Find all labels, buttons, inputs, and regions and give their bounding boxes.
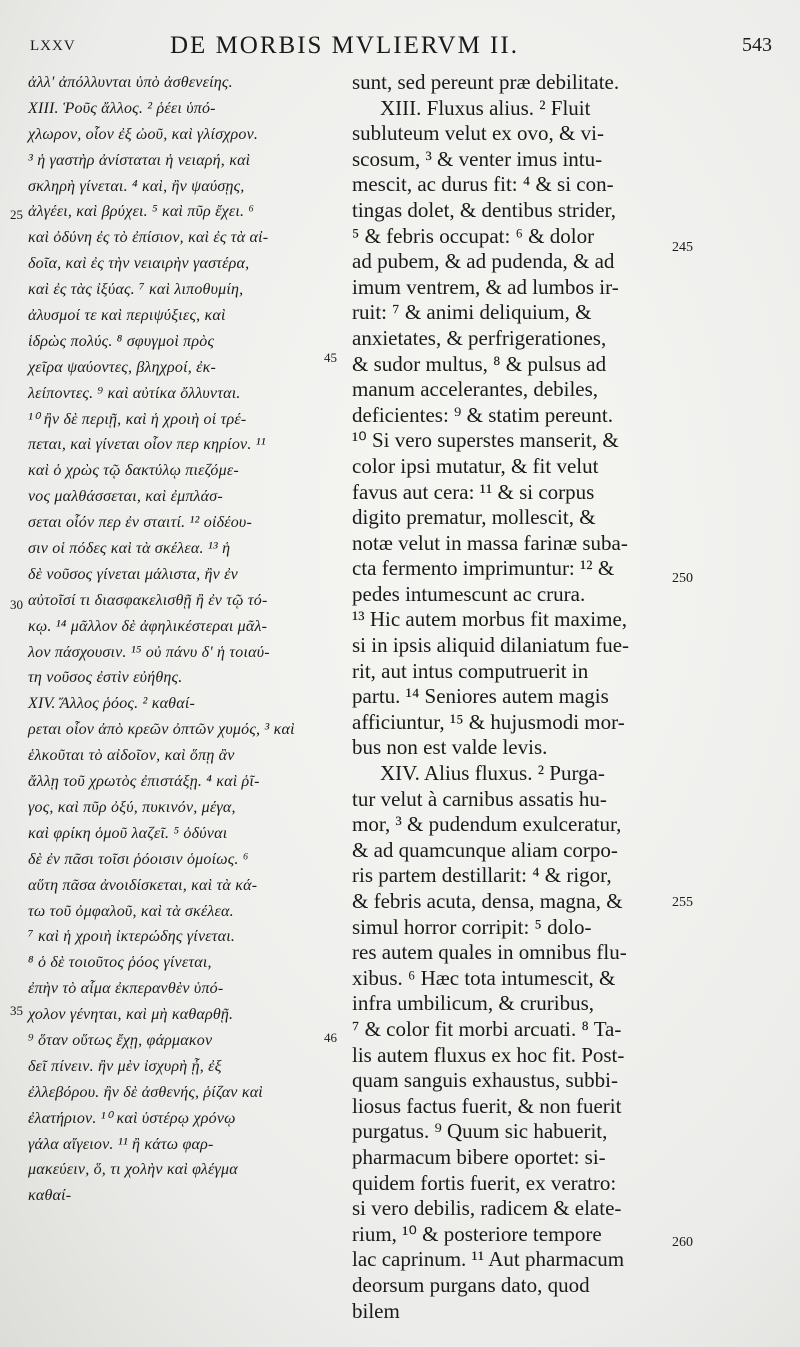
page-number: 543 <box>742 34 772 56</box>
latin-text-line: afficiuntur, ¹⁵ & hujusmodi mor- <box>352 709 625 734</box>
latin-text-line: res autem quales in omnibus flu- <box>352 940 627 965</box>
latin-text-line: xibus. ⁶ Hæc tota intumescit, & <box>352 965 616 990</box>
latin-text-line: & ad quamcunque aliam corpo- <box>352 837 618 862</box>
latin-text-line: si vero debilis, radicem & elate- <box>352 1196 622 1221</box>
line-number: 260 <box>672 1235 693 1250</box>
greek-text-line: ἐλατήριον. ¹⁰ καὶ ὑστέρῳ χρόνῳ <box>28 1109 236 1127</box>
greek-column <box>28 70 348 1209</box>
latin-text-line: XIV. Alius fluxus. ² Purga- <box>380 761 605 786</box>
greek-text-line: τω τοῦ ὀμφαλοῦ, καὶ τὰ σκέλεα. <box>28 902 234 920</box>
latin-text-line: infra umbilicum, & cruribus, <box>352 991 595 1016</box>
latin-text-line: anxietates, & perfrigerationes, <box>352 325 607 350</box>
latin-text-line: si in ipsis aliquid dilaniatum fue- <box>352 633 630 658</box>
greek-text-line: ἑλκοῦται τὸ αἰδοῖον, καὶ ὅπῃ ἂν <box>28 747 235 765</box>
greek-text-line: ἄλλῃ τοῦ χρωτὸς ἐπιστάξῃ. ⁴ καὶ ῥῖ- <box>28 773 260 791</box>
greek-text-line: καὶ φρίκη ὁμοῦ λαζεῖ. ⁵ ὀδύναι <box>28 824 228 842</box>
greek-text-line: δὲ νοῦσος γίνεται μάλιστα, ἢν ἐν <box>28 565 238 583</box>
latin-text-line: ad pubem, & ad pudenda, & ad <box>352 249 615 274</box>
latin-text-line: purgatus. ⁹ Quum sic habuerit, <box>352 1119 608 1144</box>
latin-text-line: & sudor multus, ⁸ & pulsus ad <box>352 351 607 376</box>
greek-text-line: σιν οἱ πόδες καὶ τὰ σκέλεα. ¹³ ἡ <box>28 540 231 558</box>
latin-text-line: quam sanguis exhaustus, subbi- <box>352 1068 618 1093</box>
latin-text-line: simul horror corripit: ⁵ dolo- <box>352 914 592 939</box>
latin-text-line: ris partem destillarit: ⁴ & rigor, <box>352 863 612 888</box>
section-number: LXXV <box>30 38 76 54</box>
latin-text-line: lis autem fluxus ex hoc fit. Post- <box>352 1042 625 1067</box>
greek-text-line: χολον γένηται, καὶ μὴ καθαρθῇ. <box>28 1006 234 1024</box>
greek-text-line: ⁸ ὁ δὲ τοιοῦτος ῥόος γίνεται, <box>28 954 212 972</box>
greek-text-line: ἱδρὼς πολύς. ⁸ σφυγμοὶ πρὸς <box>28 332 215 350</box>
greek-text-line: ³ ἡ γαστὴρ ἀνίσταται ἡ νειαρή, καὶ <box>28 151 251 169</box>
greek-text-line: δὲ ἐν πᾶσι τοῖσι ῥόοισιν ὁμοίως. ⁶ <box>28 850 249 868</box>
latin-text-line: pedes intumescunt ac crura. <box>352 581 586 606</box>
greek-text-line: πεται, καὶ γίνεται οἷον περ κηρίον. ¹¹ <box>28 436 266 454</box>
line-number: 45 <box>324 350 337 365</box>
greek-text-line: καὶ ἐς τὰς ἰξύας. ⁷ καὶ λιποθυμίη, <box>28 281 244 299</box>
line-number: 25 <box>10 207 23 222</box>
greek-text-line: γος, καὶ πῦρ ὀξύ, πυκινόν, μέγα, <box>28 798 236 816</box>
line-number: 30 <box>10 597 23 612</box>
latin-text-line: ¹⁰ Si vero superstes manserit, & <box>352 428 619 453</box>
latin-text-line: mescit, ac durus fit: ⁴ & si con- <box>352 172 614 197</box>
greek-text-line: ἀλυσμοί τε καὶ περιψύξιες, καὶ <box>28 307 226 325</box>
greek-text-line: σεται οἷόν περ ἐν σταιτί. ¹² οἰδέου- <box>28 514 253 532</box>
latin-text-line: mor, ³ & pudendum exulceratur, <box>352 812 622 837</box>
greek-text-line: γάλα αἴγειον. ¹¹ ἢ κάτω φαρ- <box>28 1135 214 1153</box>
latin-text-line: sunt, sed pereunt præ debilitate. <box>352 70 620 94</box>
greek-text-line: χεῖρα ψαύοντες, βληχροί, ἐκ- <box>28 358 217 376</box>
greek-text-line: ἐλλεβόρου. ἢν δὲ ἀσθενής, ῥίζαν καὶ <box>28 1083 263 1101</box>
latin-text-line: & febris acuta, densa, magna, & <box>352 889 623 913</box>
line-number: 250 <box>672 571 693 586</box>
greek-text-line: δεῖ πίνειν. ἢν μὲν ἰσχυρὴ ᾖ, ἐξ <box>28 1057 222 1075</box>
greek-text-line: μακεύειν, ὅ, τι χολὴν καὶ φλέγμα <box>28 1161 238 1179</box>
latin-text-line: lac caprinum. ¹¹ Aut pharmacum <box>352 1247 625 1272</box>
latin-text-line: ruit: ⁷ & animi deliquium, & <box>352 300 592 325</box>
greek-text-line: καὶ ὀδύνη ἐς τὸ ἐπίσιον, καὶ ἐς τὰ αἰ- <box>28 229 269 247</box>
latin-text-line: deorsum purgans dato, quod <box>352 1272 590 1297</box>
greek-text-line: XIV. Ἄλλος ῥόος. ² καθαί- <box>28 695 196 713</box>
greek-text-line: XIII. Ῥοῦς ἄλλος. ² ῥέει ὑπό- <box>28 99 216 117</box>
greek-text-line: σκληρὴ γίνεται. ⁴ καὶ, ἢν ψαύσῃς, <box>28 177 245 195</box>
greek-text-line: καὶ ὁ χρὼς τῷ δακτύλῳ πιεζόμε- <box>28 462 239 480</box>
greek-text-line: ἀλλ' ἀπόλλυνται ὑπὸ ἀσθενείης. <box>28 74 233 91</box>
greek-text-line: αὐτοῖσί τι διασφακελισθῇ ἢ ἐν τῷ τό- <box>28 591 268 609</box>
running-header <box>30 28 780 64</box>
greek-text-line: ἀλγέει, καὶ βρύχει. ⁵ καὶ πῦρ ἔχει. ⁶ <box>28 203 255 221</box>
greek-text-line: κῳ. ¹⁴ μᾶλλον δὲ ἀφηλικέστεραι μᾶλ- <box>28 617 268 635</box>
latin-text-line: imum ventrem, & ad lumbos ir- <box>352 274 619 299</box>
greek-text-line: τη νοῦσος ἐστὶν εὐήθης. <box>28 669 183 687</box>
latin-text-line: tur velut à carnibus assatis hu- <box>352 786 607 811</box>
greek-text-line: καθαί- <box>28 1187 72 1205</box>
latin-text-line: pharmacum bibere oportet: si- <box>352 1144 606 1169</box>
latin-text-line: XIII. Fluxus alius. ² Fluit <box>380 95 591 120</box>
latin-column <box>352 70 682 1324</box>
latin-text-line: ⁵ & febris occupat: ⁶ & dolor <box>352 223 595 248</box>
latin-text-line: quidem fortis fuerit, ex veratro: <box>352 1170 617 1195</box>
latin-text-line: scosum, ³ & venter imus intu- <box>352 146 603 171</box>
latin-text-line: deficientes: ⁹ & statim pereunt. <box>352 402 613 427</box>
latin-text-line: manum accelerantes, debiles, <box>352 377 599 402</box>
latin-text-line: partu. ¹⁴ Seniores autem magis <box>352 684 609 709</box>
line-number: 245 <box>672 240 693 255</box>
latin-text-line: favus aut cera: ¹¹ & si corpus <box>352 479 595 504</box>
greek-text-line: ¹⁰ ἢν δὲ περιῇ, καὶ ἡ χροιὴ οἱ τρέ- <box>28 410 247 428</box>
greek-text-line: ἐπὴν τὸ αἷμα ἐκπερανθὲν ὑπό- <box>28 980 224 998</box>
greek-text-line: ρεται οἷον ἀπὸ κρεῶν ὀπτῶν χυμός, ³ καὶ <box>28 721 295 739</box>
latin-text-line: color ipsi mutatur, & fit velut <box>352 453 599 478</box>
latin-text-line: tingas dolet, & dentibus strider, <box>352 197 616 222</box>
latin-text-line: subluteum velut ex ovo, & vi- <box>352 121 604 146</box>
latin-text-line: ¹³ Hic autem morbus fit maxime, <box>352 607 628 632</box>
latin-text-line: bus non est valde levis. <box>352 735 548 760</box>
greek-text-line: ⁷ καὶ ἡ χροιὴ ἰκτερώδης γίνεται. <box>28 928 236 946</box>
greek-text-line: ⁹ ὅταν οὕτως ἔχῃ, φάρμακον <box>28 1031 213 1049</box>
greek-text-line: νος μαλθάσσεται, καὶ ἐμπλάσ- <box>28 488 223 506</box>
latin-text-line: digito prematur, mollescit, & <box>352 505 596 530</box>
greek-text-line: αὕτη πᾶσα ἀνοιδίσκεται, καὶ τὰ κά- <box>28 876 258 894</box>
greek-text-line: λείποντες. ⁹ καὶ αὐτίκα ὄλλυνται. <box>28 384 241 402</box>
line-number: 35 <box>10 1003 23 1018</box>
latin-text-line: rium, ¹⁰ & posteriore tempore <box>352 1221 602 1246</box>
latin-text-line: bilem <box>352 1298 400 1323</box>
line-number: 46 <box>324 1030 337 1045</box>
latin-text-line: cta fermento imprimuntur: ¹² & <box>352 556 615 581</box>
greek-text-line: λον πάσχουσιν. ¹⁵ οὐ πάνυ δ' ἡ τοιαύ- <box>28 643 270 661</box>
greek-text-line: δοῖα, καὶ ἐς τὴν νειαιρὴν γαστέρα, <box>28 255 250 273</box>
latin-text-line: notæ velut in massa farinæ suba- <box>352 530 628 555</box>
latin-text-line: rit, aut intus computruerit in <box>352 658 589 683</box>
latin-text-line: liosus factus fuerit, & non fuerit <box>352 1093 622 1118</box>
line-number: 255 <box>672 895 693 910</box>
running-title: DE MORBIS MVLIERVM II. <box>170 32 519 59</box>
greek-text-line: χλωρον, οἷον ἐξ ὠοῦ, καὶ γλίσχρον. <box>28 125 259 143</box>
latin-text-line: ⁷ & color fit morbi arcuati. ⁸ Ta- <box>352 1016 622 1041</box>
